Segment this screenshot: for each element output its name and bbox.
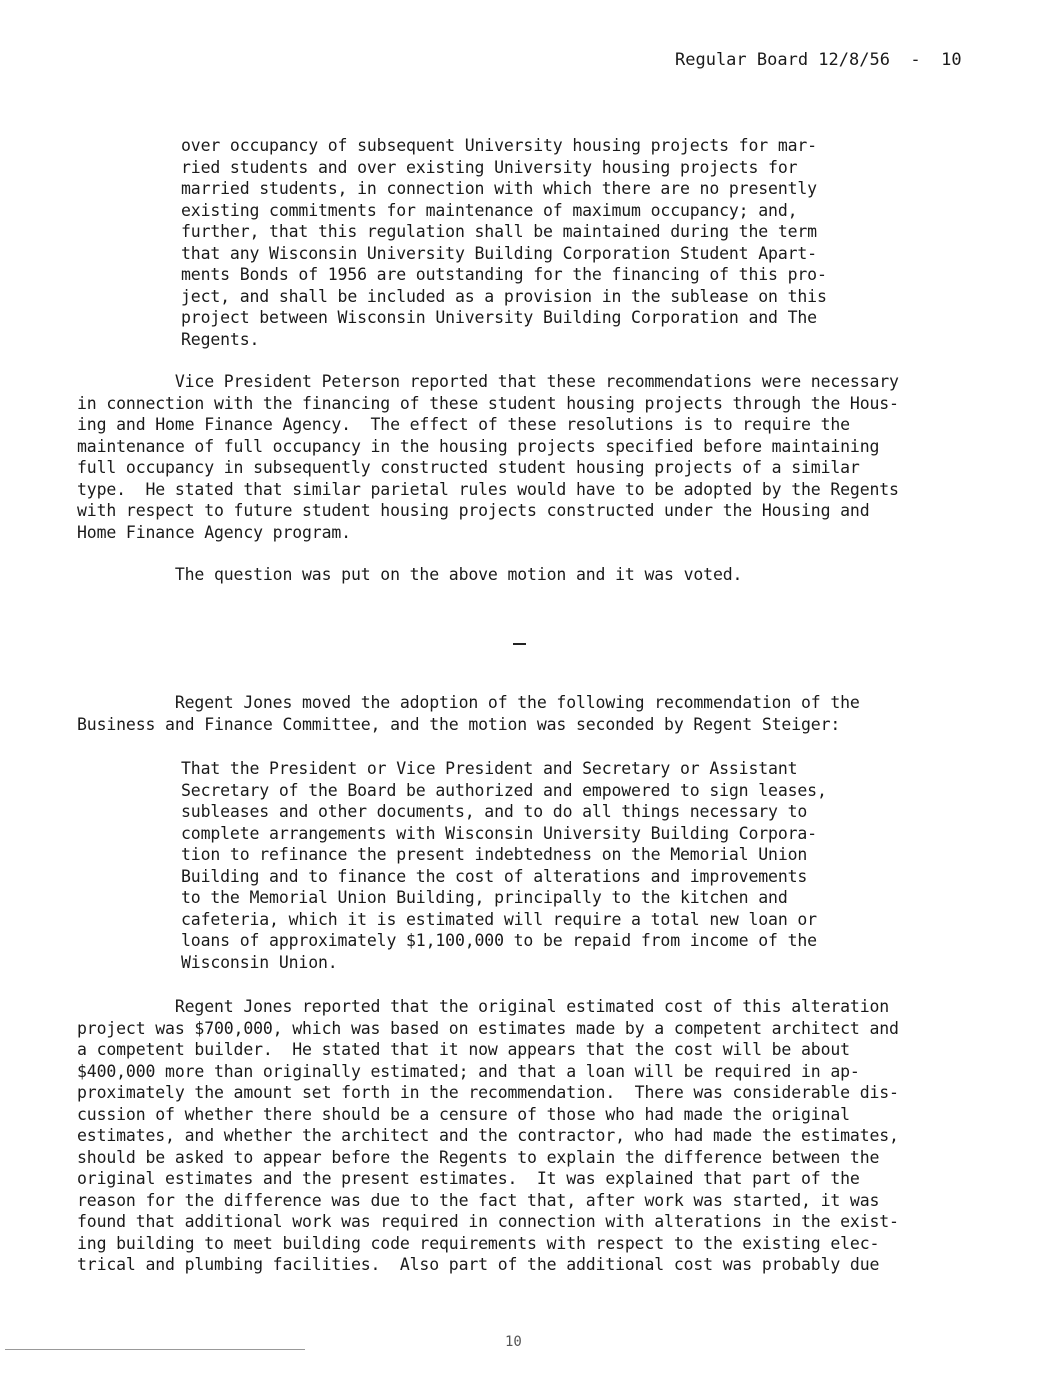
resolution-text-line: existing commitments for maintenance of maximum occupancy; and, <box>181 200 798 220</box>
paragraph-line: should be asked to appear before the Regents to explain the difference between the <box>77 1147 880 1167</box>
resolution-text-line: Building and to finance the cost of alterations and improvements <box>181 866 808 886</box>
paragraph-line: original estimates and the present estimates. It was explained that part of the <box>77 1169 860 1188</box>
paragraph-line: ing and Home Finance Agency. The effect of these resolutions is to require the <box>77 415 850 434</box>
resolution-text-line: over occupancy of subsequent University housing projects for mar- <box>181 136 817 155</box>
resolution-text-line: ments Bonds of 1956 are outstanding for the financing of this pro- <box>181 265 827 284</box>
resolution-text-line: subleases and other documents, and to do all things necessary to <box>181 802 808 821</box>
paragraph-line: maintenance of full occupancy in the housing projects specified before maintaining <box>77 436 880 456</box>
paragraph-line: proximately the amount set forth in the recommendation. There was considerable dis- <box>77 1083 899 1102</box>
paragraph-line: Business and Finance Committee, and the motion was seconded by Regent Steiger: <box>77 714 841 734</box>
resolution-text-line: cafeteria, which it is estimated will require a total new loan or <box>181 909 817 929</box>
paragraph-line: a competent builder. He stated that it now appears that the cost will be about <box>77 1040 850 1059</box>
page-number: 10 <box>505 1334 522 1350</box>
paragraph-line: Vice President Peterson reported that these recommendations were necessary <box>77 372 899 391</box>
resolution-text-line: that any Wisconsin University Building Corporation Student Apart- <box>181 243 817 263</box>
paragraph-line: estimates, and whether the architect and the contractor, who had made the estimates, <box>77 1126 899 1145</box>
resolution-text-line: loans of approximately $1,100,000 to be repaid from income of the <box>181 931 817 950</box>
paragraph-line: Regent Jones reported that the original estimated cost of this alteration <box>77 997 890 1016</box>
paragraph-line: Home Finance Agency program. <box>77 522 351 542</box>
resolution-text-line: complete arrangements with Wisconsin University Building Corpora- <box>181 823 817 843</box>
resolution-text-line: That the President or Vice President and Secretary or Assistant <box>181 759 798 778</box>
paragraph-line: type. He stated that similar parietal rules would have to be adopted by the Regents <box>77 479 899 499</box>
resolution-text-line: tion to refinance the present indebtedness on the Memorial Union <box>181 845 808 864</box>
resolution-text-line: further, that this regulation shall be maintained during the term <box>181 222 817 241</box>
paragraph-line: with respect to future student housing projects constructed under the Housing and <box>77 501 870 520</box>
resolution-text-line: ried students and over existing University housing projects for <box>181 157 798 177</box>
page-header: Regular Board 12/8/56 - 10 <box>675 50 962 70</box>
resolution-text-line: ject, and shall be included as a provision in the sublease on this <box>181 286 827 306</box>
vote-line: The question was put on the above motion and it was voted. <box>77 565 743 584</box>
paragraph-line: Regent Jones moved the adoption of the following recommendation of the <box>77 693 860 712</box>
resolution-text-line: Secretary of the Board be authorized and empowered to sign leases, <box>181 780 827 800</box>
paragraph-line: trical and plumbing facilities. Also part of the additional cost was probably due <box>77 1255 880 1274</box>
paragraph-line: project was $700,000, which was based on estimates made by a competent architect and <box>77 1018 899 1038</box>
paragraph-line: in connection with the financing of these student housing projects through the Hous- <box>77 393 899 413</box>
paragraph-line: found that additional work was required in connection with alterations in the exist- <box>77 1212 899 1231</box>
paragraph-line: reason for the difference was due to the fact that, after work was started, it was <box>77 1190 880 1210</box>
resolution-text-line: married students, in connection with which there are no presently <box>181 179 817 198</box>
scan-edge-mark <box>5 1349 305 1350</box>
resolution-text-line: to the Memorial Union Building, principally to the kitchen and <box>181 888 788 907</box>
resolution-text-line: Wisconsin Union. <box>181 952 338 972</box>
paragraph-line: full occupancy in subsequently constructed student housing projects of a similar <box>77 458 860 477</box>
paragraph-line: ing building to meet building code requirements with respect to the existing elec- <box>77 1233 880 1253</box>
paragraph-line: cussion of whether there should be a censure of those who had made the original <box>77 1104 850 1124</box>
paragraph-line: $400,000 more than originally estimated; and that a loan will be required in ap- <box>77 1061 860 1081</box>
resolution-text-line: Regents. <box>181 329 260 349</box>
resolution-text-line: project between Wisconsin University Building Corporation and The <box>181 308 817 327</box>
section-divider <box>513 643 526 645</box>
